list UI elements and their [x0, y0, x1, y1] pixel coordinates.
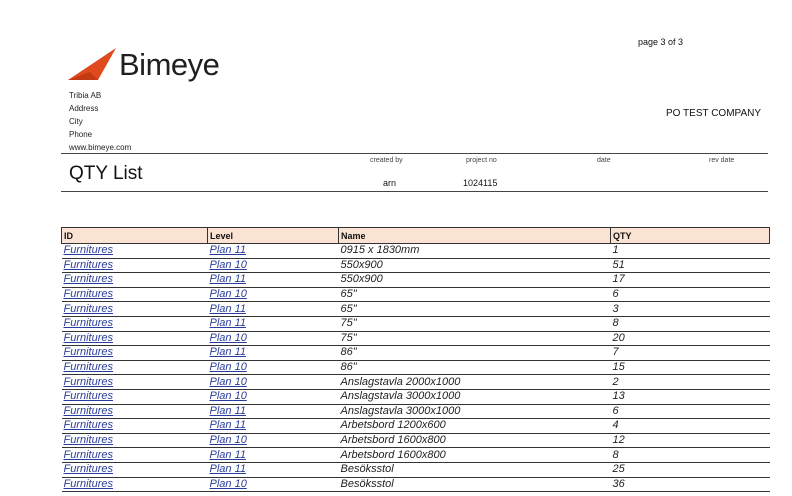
cell-name: 550x900 [339, 273, 611, 288]
cell-id[interactable]: Furnitures [62, 258, 208, 273]
table-row [62, 287, 770, 302]
cell-qty: 13 [611, 389, 770, 404]
project-no-label: project no [466, 157, 497, 164]
cell-id[interactable]: Furnitures [62, 273, 208, 288]
cell-qty: 2 [611, 375, 770, 390]
qty-table-body [62, 244, 770, 492]
cell-name: 75" [339, 331, 611, 346]
cell-id[interactable]: Furnitures [62, 287, 208, 302]
brand-name: Bimeye [119, 47, 220, 82]
cell-name: Arbetsbord 1200x600 [339, 419, 611, 434]
cell-level[interactable]: Plan 10 [208, 331, 339, 346]
cell-qty: 36 [611, 477, 770, 492]
table-row [62, 244, 770, 259]
cell-id[interactable]: Furnitures [62, 360, 208, 375]
cell-qty: 6 [611, 287, 770, 302]
cell-name: Arbetsbord 1600x800 [339, 433, 611, 448]
cell-id[interactable]: Furnitures [62, 448, 208, 463]
table-row [62, 448, 770, 463]
cell-level[interactable]: Plan 11 [208, 302, 339, 317]
company-website: www.bimeye.com [69, 143, 132, 152]
company-phone: Phone [69, 130, 93, 139]
header-divider-top [61, 153, 768, 154]
table-row [62, 273, 770, 288]
cell-qty: 51 [611, 258, 770, 273]
cell-qty: 17 [611, 273, 770, 288]
cell-name: 86" [339, 346, 611, 361]
cell-id[interactable]: Furnitures [62, 375, 208, 390]
cell-qty: 20 [611, 331, 770, 346]
table-row [62, 477, 770, 492]
table-row [62, 360, 770, 375]
cell-level[interactable]: Plan 11 [208, 273, 339, 288]
cell-id[interactable]: Furnitures [62, 331, 208, 346]
date-label: date [597, 157, 611, 164]
cell-id[interactable]: Furnitures [62, 302, 208, 317]
cell-qty: 12 [611, 433, 770, 448]
company-address: Address [69, 104, 99, 113]
cell-level[interactable]: Plan 11 [208, 404, 339, 419]
cell-id[interactable]: Furnitures [62, 404, 208, 419]
project-no-value: 1024115 [463, 178, 498, 188]
table-row [62, 302, 770, 317]
cell-name: 86" [339, 360, 611, 375]
cell-qty: 3 [611, 302, 770, 317]
cell-level[interactable]: Plan 11 [208, 448, 339, 463]
column-header-level: Level [208, 228, 339, 244]
cell-name: Besöksstol [339, 477, 611, 492]
cell-name: Arbetsbord 1600x800 [339, 448, 611, 463]
table-row [62, 433, 770, 448]
cell-id[interactable]: Furnitures [62, 346, 208, 361]
bimeye-logo [68, 48, 219, 82]
cell-id[interactable]: Furnitures [62, 477, 208, 492]
rev-date-label: rev date [709, 157, 735, 164]
cell-level[interactable]: Plan 10 [208, 433, 339, 448]
cell-level[interactable]: Plan 11 [208, 316, 339, 331]
table-row [62, 375, 770, 390]
cell-id[interactable]: Furnitures [62, 316, 208, 331]
cell-level[interactable]: Plan 11 [208, 244, 339, 259]
cell-level[interactable]: Plan 11 [208, 346, 339, 361]
table-row [62, 346, 770, 361]
cell-level[interactable]: Plan 11 [208, 419, 339, 434]
table-row [62, 258, 770, 273]
company-name: Tribia AB [69, 91, 102, 100]
cell-qty: 8 [611, 448, 770, 463]
company-info [69, 89, 131, 154]
cell-level[interactable]: Plan 10 [208, 360, 339, 375]
column-header-qty: QTY [611, 228, 770, 244]
column-header-id: ID [62, 228, 208, 244]
cell-id[interactable]: Furnitures [62, 419, 208, 434]
column-header-name: Name [339, 228, 611, 244]
cell-qty: 1 [611, 244, 770, 259]
table-header-row [62, 228, 770, 244]
cell-name: 75" [339, 316, 611, 331]
cell-id[interactable]: Furnitures [62, 462, 208, 477]
cell-level[interactable]: Plan 11 [208, 462, 339, 477]
table-row [62, 331, 770, 346]
created-by-label: created by [370, 157, 403, 164]
table-row [62, 419, 770, 434]
cell-id[interactable]: Furnitures [62, 389, 208, 404]
document-title: QTY List [69, 163, 143, 184]
cell-name: 550x900 [339, 258, 611, 273]
cell-level[interactable]: Plan 10 [208, 477, 339, 492]
cell-name: Anslagstavla 3000x1000 [339, 404, 611, 419]
qty-table [61, 227, 770, 492]
table-row [62, 389, 770, 404]
cell-qty: 15 [611, 360, 770, 375]
cell-qty: 8 [611, 316, 770, 331]
cell-name: 65" [339, 302, 611, 317]
header-divider-bottom [61, 191, 768, 192]
cell-level[interactable]: Plan 10 [208, 258, 339, 273]
table-row [62, 462, 770, 477]
page-indicator: page 3 of 3 [638, 37, 684, 47]
cell-name: 0915 x 1830mm [339, 244, 611, 259]
company-city: City [69, 117, 83, 126]
cell-qty: 25 [611, 462, 770, 477]
cell-name: Anslagstavla 2000x1000 [339, 375, 611, 390]
cell-id[interactable]: Furnitures [62, 433, 208, 448]
created-by-value: arn [383, 178, 397, 188]
cell-name: 65" [339, 287, 611, 302]
cell-name: Besöksstol [339, 462, 611, 477]
cell-qty: 4 [611, 419, 770, 434]
bimeye-logo-icon [68, 48, 118, 82]
table-row [62, 404, 770, 419]
cell-level[interactable]: Plan 10 [208, 287, 339, 302]
cell-level[interactable]: Plan 10 [208, 375, 339, 390]
cell-level[interactable]: Plan 10 [208, 389, 339, 404]
cell-id[interactable]: Furnitures [62, 244, 208, 259]
cell-qty: 6 [611, 404, 770, 419]
cell-qty: 7 [611, 346, 770, 361]
cell-name: Anslagstavla 3000x1000 [339, 389, 611, 404]
table-row [62, 316, 770, 331]
client-name: PO TEST COMPANY [666, 108, 762, 119]
